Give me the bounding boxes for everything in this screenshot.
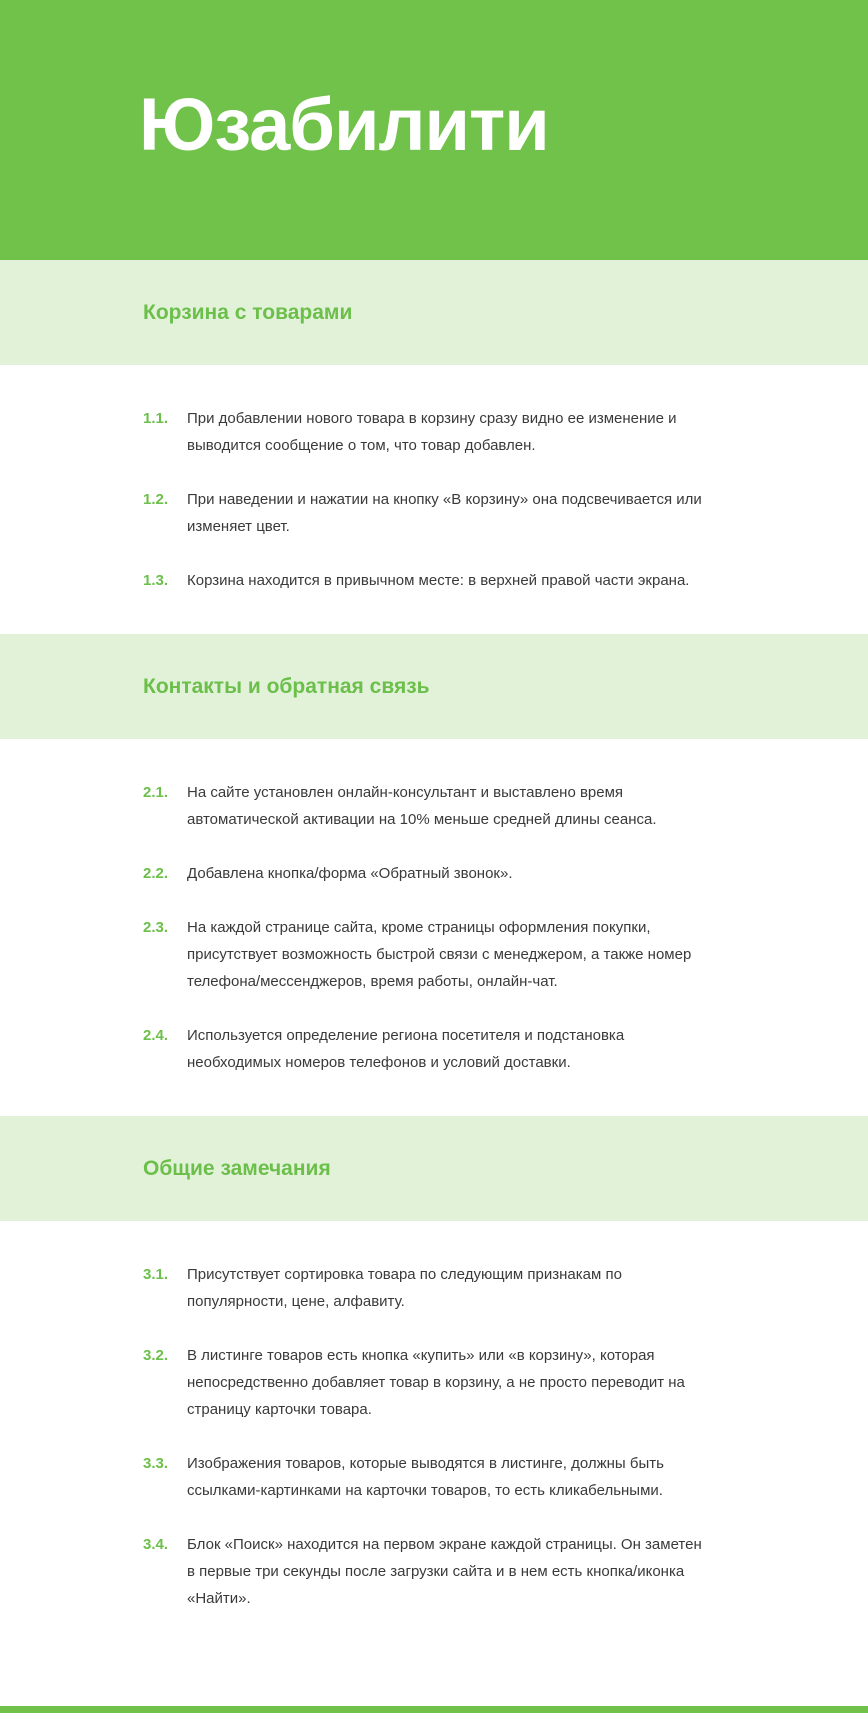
item-text: Корзина находится в привычном месте: в верхней правой части экрана. [187, 572, 690, 589]
item-text: Изображения товаров, которые выводятся в листинге, должны быть ссылками-картинками на карточки товаров, то есть кликабельными. [187, 1455, 664, 1499]
item-text: На сайте установлен онлайн-консультант и выставлено время автоматической активации на 10% меньше средней длины сеанса. [187, 784, 657, 828]
hero-banner [0, 0, 868, 260]
item-number: 3.3. [143, 1455, 169, 1472]
item-number: 1.1. [143, 410, 169, 427]
item-text: Используется определение региона посетителя и подстановка необходимых номеров телефонов и условий доставки. [187, 1027, 625, 1071]
list-item [143, 914, 868, 995]
page-title: Юзабилити [139, 83, 549, 166]
item-number: 2.4. [143, 1027, 169, 1044]
list-item [143, 405, 868, 459]
item-text: На каждой странице сайта, кроме страницы оформления покупки, присутствует возможность быстрой связи с менеджером, а также номер телефона/мессенджеров, время работы, онлайн-чат. [187, 919, 692, 990]
item-text: При наведении и нажатии на кнопку «В корзину» она подсвечивается или изменяет цвет. [187, 491, 702, 535]
item-number: 2.1. [143, 784, 169, 801]
list-item [143, 1450, 868, 1504]
section-heading: Контакты и обратная связь [143, 674, 430, 698]
section-heading: Общие замечания [143, 1156, 331, 1180]
item-text: Присутствует сортировка товара по следующим признакам по популярности, цене, алфавиту. [187, 1266, 622, 1310]
item-text: Блок «Поиск» находится на первом экране каждой страницы. Он заметен в первые три секунды после загрузки сайта и в нем есть кнопка/иконка «Найти». [187, 1536, 702, 1607]
item-text: Добавлена кнопка/форма «Обратный звонок». [187, 865, 513, 882]
section-body-cart [0, 365, 868, 634]
list-item [143, 860, 868, 887]
item-number: 3.4. [143, 1536, 169, 1553]
item-text: В листинге товаров есть кнопка «купить» или «в корзину», которая непосредственно добавляет товар в корзину, а не просто переводит на страницу карточки товара. [187, 1347, 685, 1418]
list-item [143, 486, 868, 540]
item-number: 3.1. [143, 1266, 169, 1283]
list-item [143, 567, 868, 594]
section-body-contacts [0, 739, 868, 1116]
list-item [143, 1531, 868, 1612]
list-item [143, 779, 868, 833]
item-number: 2.2. [143, 865, 169, 882]
section-header-general [0, 1116, 868, 1221]
bottom-accent-bar [0, 1706, 868, 1713]
section-heading: Корзина с товарами [143, 300, 353, 324]
list-item [143, 1261, 868, 1315]
section-header-cart [0, 260, 868, 365]
item-number: 1.3. [143, 572, 169, 589]
section-body-general [0, 1221, 868, 1652]
item-number: 2.3. [143, 919, 169, 936]
item-text: При добавлении нового товара в корзину сразу видно ее изменение и выводится сообщение о том, что товар добавлен. [187, 410, 677, 454]
section-header-contacts [0, 634, 868, 739]
item-number: 1.2. [143, 491, 169, 508]
item-number: 3.2. [143, 1347, 169, 1364]
list-item [143, 1342, 868, 1423]
list-item [143, 1022, 868, 1076]
